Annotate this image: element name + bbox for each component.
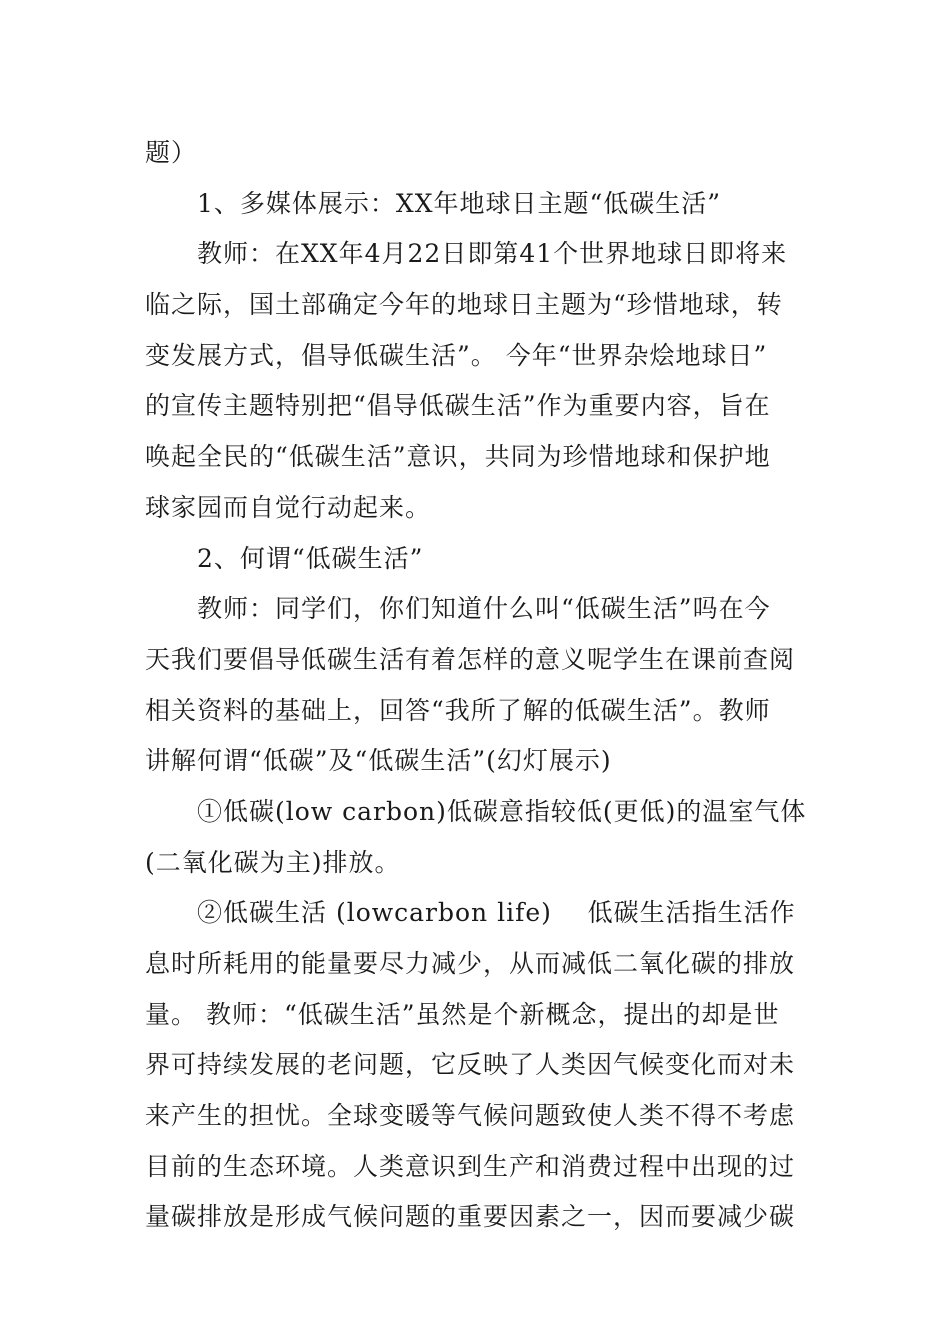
section-heading: 1、多媒体展示：XX年地球日主题“低碳生活” [197,188,722,218]
text-line: 来产生的担忧。全球变暖等气候问题致使人类不得不考虑 [145,1101,796,1131]
text-line: 相关资料的基础上，回答“我所了解的低碳生活”。教师 [145,695,771,725]
list-item: ②低碳生活 (lowcarbon life) 低碳生活指生活作 [197,898,796,928]
text-line: 临之际，国土部确定今年的地球日主题为“珍惜地球，转 [145,290,783,320]
text-line: 界可持续发展的老问题，它反映了人类因气候变化而对未 [145,1050,796,1080]
text-line: 讲解何谓“低碳”及“低碳生活”(幻灯展示) [145,746,612,776]
text-line: 量碳排放是形成气候问题的重要因素之一，因而要减少碳 [145,1202,796,1232]
text-line: (二氧化碳为主)排放。 [145,847,401,877]
list-item: ①低碳(low carbon)低碳意指较低(更低)的温室气体 [197,796,807,826]
body-text [145,128,809,1243]
text-line: 球家园而自觉行动起来。 [145,492,432,522]
text-line: 唤起全民的“低碳生活”意识，共同为珍惜地球和保护地 [145,442,771,472]
text-line: 的宣传主题特别把“倡导低碳生活”作为重要内容，旨在 [145,391,771,421]
text-line: 天我们要倡导低碳生活有着怎样的意义呢学生在课前查阅 [145,644,796,674]
text-line: 教师：同学们，你们知道什么叫“低碳生活”吗在今 [197,594,771,624]
text-line: 变发展方式，倡导低碳生活”。 今年“世界杂烩地球日” [145,340,768,370]
text-line: 目前的生态环境。人类意识到生产和消费过程中出现的过 [145,1151,796,1181]
section-heading: 2、何谓“低碳生活” [197,543,424,573]
text-line: 息时所耗用的能量要尽力减少，从而减低二氧化碳的排放 [145,949,796,978]
text-line: 题） [145,138,198,167]
text-line: 教师：在XX年4月22日即第41个世界地球日即将来 [197,239,788,269]
text-line: 量。 教师：“低碳生活”虽然是个新概念，提出的却是世 [145,999,780,1029]
